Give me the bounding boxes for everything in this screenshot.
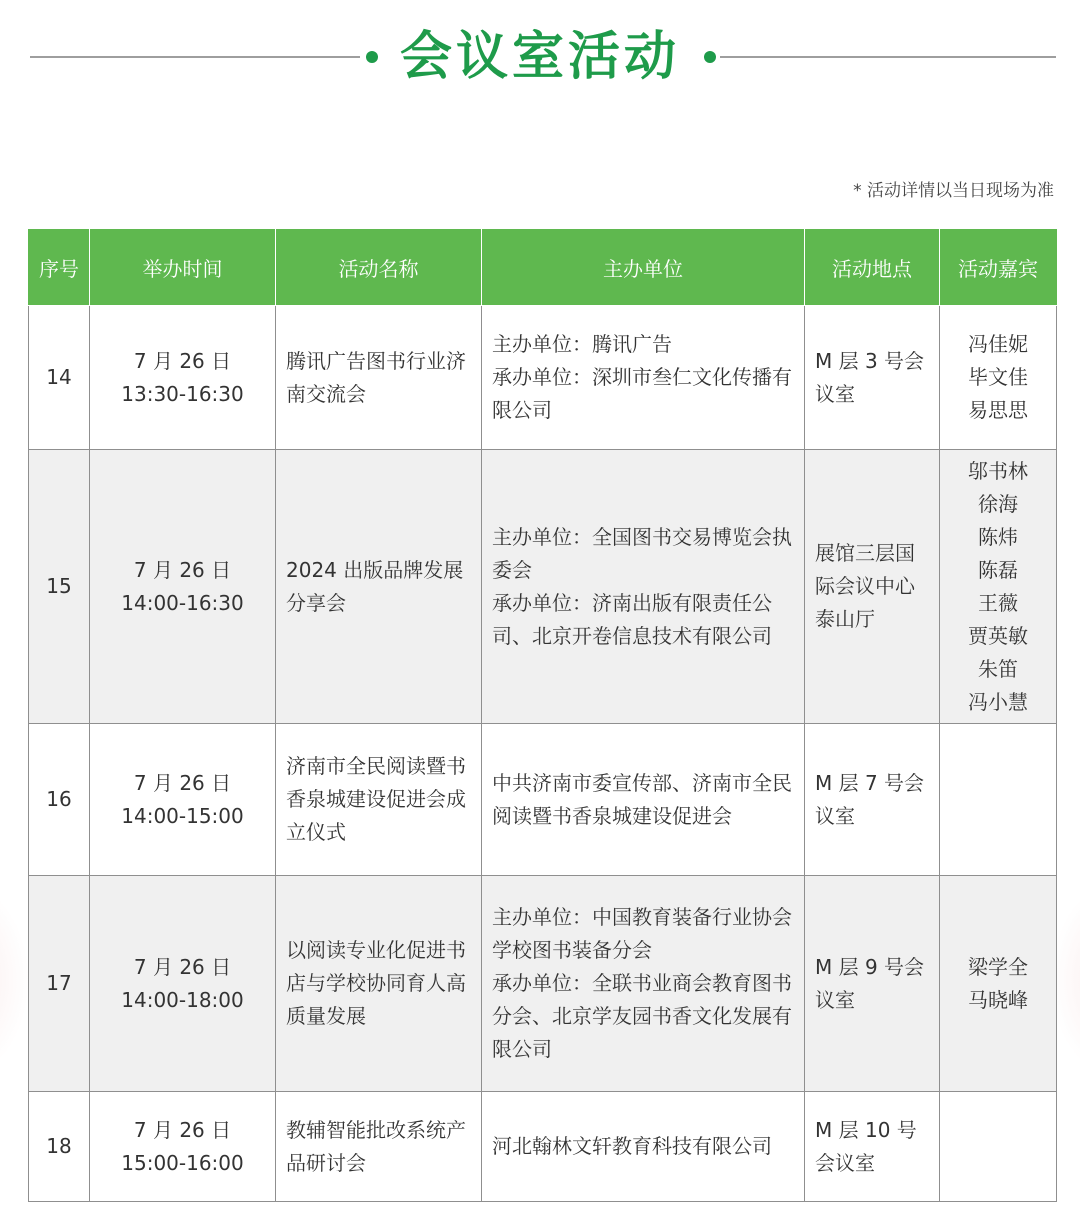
event-time-range: 14:00-16:30	[121, 590, 244, 615]
cell-time	[90, 876, 276, 1092]
cell-organizer: 主办单位：中国教育装备行业协会学校图书装备分会 承办单位：全联书业商会教育图书分会、北京学友园书香文化发展有限公司	[482, 876, 805, 1092]
table-header-row	[29, 229, 1057, 306]
cell-number: 14	[29, 306, 90, 450]
guest-name: 梁学全	[968, 954, 1028, 979]
event-time-range: 14:00-15:00	[121, 803, 244, 828]
event-time-range: 14:00-18:00	[121, 987, 244, 1012]
cell-number: 18	[29, 1092, 90, 1202]
guest-name: 邬书林	[968, 458, 1028, 483]
event-date: 7 月 26 日	[133, 954, 232, 979]
cell-time	[90, 724, 276, 876]
cell-organizer: 中共济南市委宣传部、济南市全民阅读暨书香泉城建设促进会	[482, 724, 805, 876]
activity-table	[28, 229, 1057, 1202]
cell-number: 15	[29, 450, 90, 724]
event-date: 7 月 26 日	[133, 770, 232, 795]
cell-event-name: 教辅智能批改系统产品研讨会	[276, 1092, 482, 1202]
cell-time	[90, 450, 276, 724]
table-row	[29, 724, 1057, 876]
title-divider-right	[720, 56, 1056, 58]
cell-number: 16	[29, 724, 90, 876]
cell-location: M 层 3 号会议室	[805, 306, 940, 450]
table-row	[29, 306, 1057, 450]
title-divider-left	[30, 56, 360, 58]
cell-location: M 层 10 号会议室	[805, 1092, 940, 1202]
column-header-guests: 活动嘉宾	[940, 229, 1057, 306]
cell-time	[90, 1092, 276, 1202]
cell-time	[90, 306, 276, 450]
title-bar	[0, 0, 1080, 115]
cell-number: 17	[29, 876, 90, 1092]
table-row	[29, 450, 1057, 724]
column-header-number: 序号	[29, 229, 90, 306]
guest-name: 陈磊	[978, 557, 1018, 582]
page-title: 会议室活动	[399, 27, 680, 87]
guest-name: 王薇	[978, 590, 1018, 615]
disclaimer-note: * 活动详情以当日现场为准	[853, 181, 1054, 201]
guest-name: 徐海	[978, 491, 1018, 516]
event-date: 7 月 26 日	[133, 557, 232, 582]
decorative-blob-left	[0, 880, 30, 1080]
column-header-time: 举办时间	[90, 229, 276, 306]
guest-name: 陈炜	[978, 524, 1018, 549]
guest-name: 贾英敏	[968, 623, 1028, 648]
cell-location: 展馆三层国际会议中心泰山厅	[805, 450, 940, 724]
guest-name: 马晓峰	[968, 987, 1028, 1012]
guest-name: 冯佳妮	[968, 332, 1028, 356]
guest-name: 冯小慧	[968, 689, 1028, 714]
cell-location: M 层 7 号会议室	[805, 724, 940, 876]
guest-name: 朱笛	[978, 656, 1018, 681]
event-time-range: 13:30-16:30	[121, 381, 244, 406]
table-row	[29, 876, 1057, 1092]
cell-guests	[940, 724, 1057, 876]
table-row	[29, 1092, 1057, 1202]
cell-location: M 层 9 号会议室	[805, 876, 940, 1092]
event-date: 7 月 26 日	[133, 348, 232, 373]
cell-event-name: 以阅读专业化促进书店与学校协同育人高质量发展	[276, 876, 482, 1092]
cell-guests	[940, 450, 1057, 724]
cell-event-name: 济南市全民阅读暨书香泉城建设促进会成立仪式	[276, 724, 482, 876]
guest-name: 易思思	[968, 398, 1028, 422]
title-dot-left	[366, 51, 378, 63]
guest-name: 毕文佳	[968, 365, 1028, 389]
column-header-location: 活动地点	[805, 229, 940, 306]
cell-event-name: 腾讯广告图书行业济南交流会	[276, 306, 482, 450]
title-dot-right	[704, 51, 716, 63]
column-header-organizer: 主办单位	[482, 229, 805, 306]
cell-guests	[940, 306, 1057, 450]
cell-guests	[940, 1092, 1057, 1202]
cell-organizer: 主办单位：腾讯广告 承办单位：深圳市叁仁文化传播有限公司	[482, 306, 805, 450]
cell-guests	[940, 876, 1057, 1092]
cell-organizer: 主办单位：全国图书交易博览会执委会 承办单位：济南出版有限责任公司、北京开卷信息技术有限公司	[482, 450, 805, 724]
event-date: 7 月 26 日	[133, 1117, 232, 1142]
cell-organizer: 河北翰林文轩教育科技有限公司	[482, 1092, 805, 1202]
event-time-range: 15:00-16:00	[121, 1150, 244, 1175]
column-header-name: 活动名称	[276, 229, 482, 306]
cell-event-name: 2024 出版品牌发展分享会	[276, 450, 482, 724]
